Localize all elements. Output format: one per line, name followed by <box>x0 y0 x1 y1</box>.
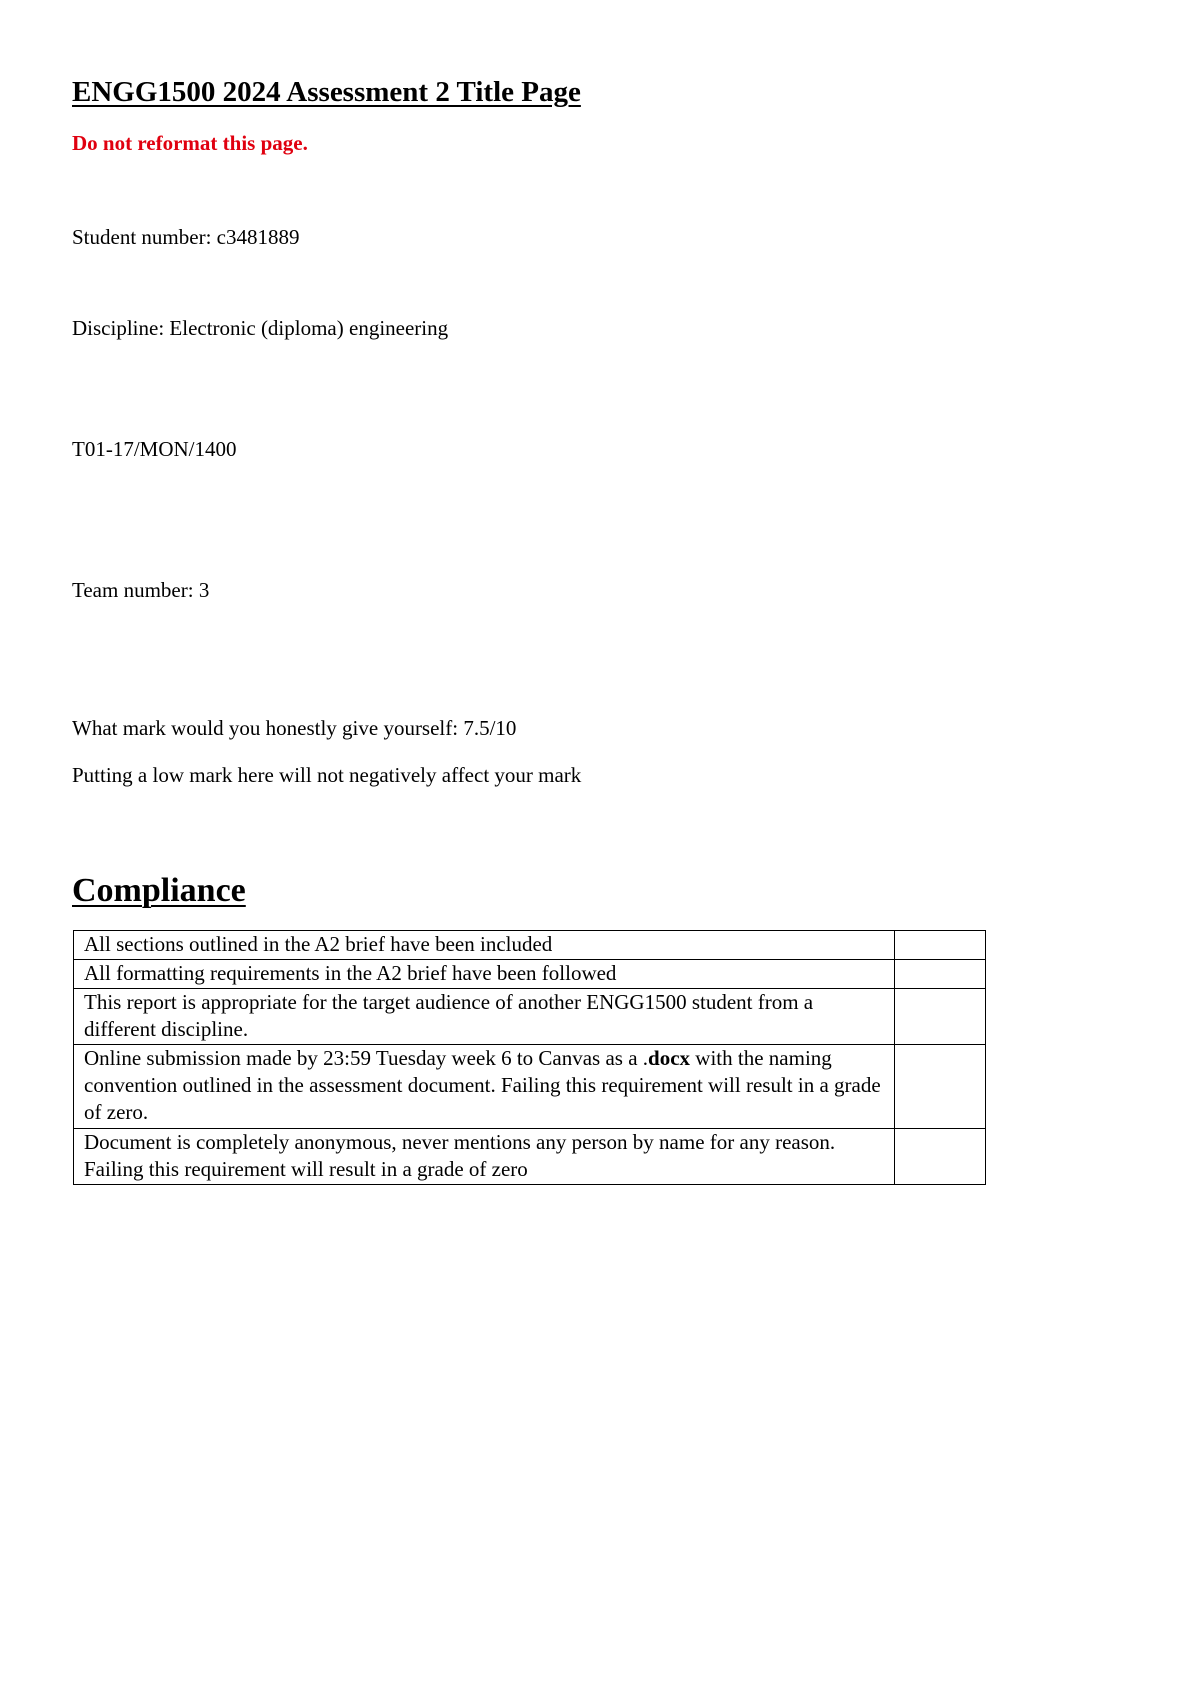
tutorial-line: T01-17/MON/1400 <box>72 437 237 461</box>
checkbox-cell[interactable] <box>894 1129 985 1185</box>
compliance-heading: Compliance <box>72 872 246 909</box>
checkbox-cell[interactable] <box>894 931 985 960</box>
team-number-line: Team number: 3 <box>72 578 210 602</box>
checkbox-cell[interactable] <box>894 1045 985 1129</box>
checkbox-cell[interactable] <box>894 960 985 989</box>
table-row <box>74 931 986 960</box>
self-mark-line: What mark would you honestly give yourself: 7.5/10 <box>72 716 517 740</box>
table-row <box>74 960 986 989</box>
checkbox-cell[interactable] <box>894 989 985 1045</box>
requirement-cell: This report is appropriate for the target audience of another ENGG1500 student from a different discipline. <box>74 989 895 1045</box>
requirement-cell: All sections outlined in the A2 brief have been included <box>74 931 895 960</box>
discipline-line: Discipline: Electronic (diploma) engineering <box>72 316 449 340</box>
reformat-warning: Do not reformat this page. <box>72 131 308 155</box>
requirement-text: Online submission made by 23:59 Tuesday week 6 to Canvas as a . <box>84 1046 649 1070</box>
requirement-cell: All formatting requirements in the A2 brief have been followed <box>74 960 895 989</box>
student-number-line: Student number: c3481889 <box>72 225 300 249</box>
self-mark-note: Putting a low mark here will not negatively affect your mark <box>72 763 582 787</box>
table-row <box>74 989 986 1045</box>
file-extension: docx <box>648 1046 691 1070</box>
page-title: ENGG1500 2024 Assessment 2 Title Page <box>72 76 581 108</box>
requirement-cell <box>74 1045 895 1129</box>
table-row <box>74 1129 986 1185</box>
compliance-table <box>73 930 986 1185</box>
table-row <box>74 1045 986 1129</box>
requirement-text: with the naming convention outlined in the assessment document. Failing this requirement will result in a grade of zero. <box>84 1046 881 1124</box>
requirement-cell: Document is completely anonymous, never mentions any person by name for any reason. Failing this requirement will result in a grade of zero <box>74 1129 895 1185</box>
